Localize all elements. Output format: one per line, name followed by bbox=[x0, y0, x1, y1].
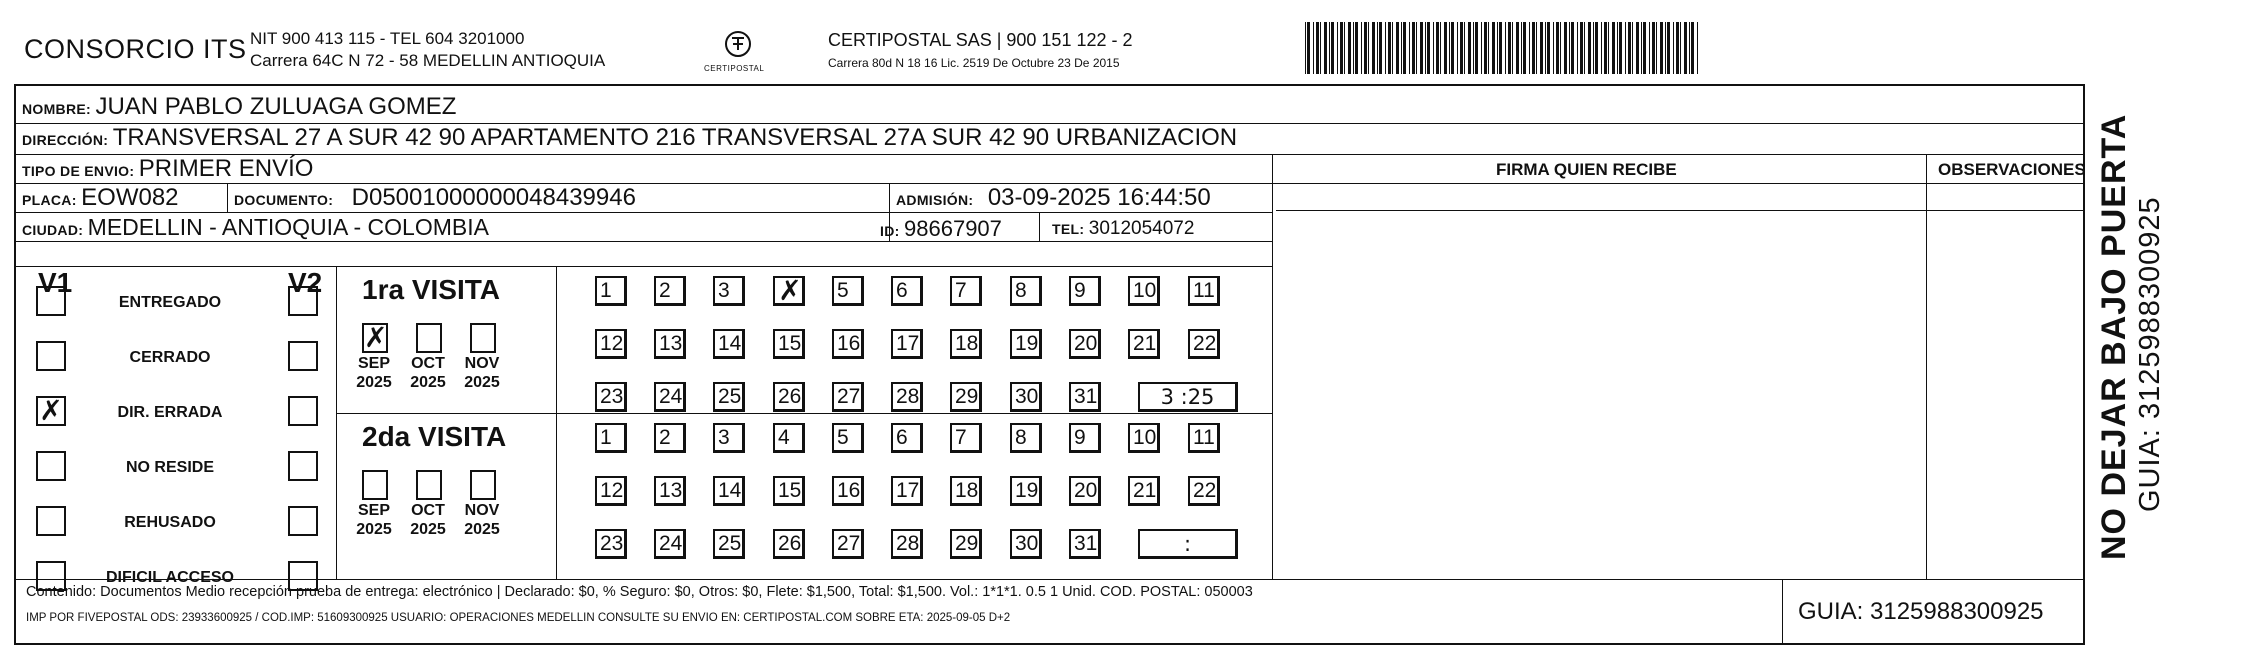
day-box-10[interactable]: 10 bbox=[1128, 276, 1160, 306]
month-label bbox=[459, 354, 505, 392]
barcode-bar bbox=[1641, 22, 1642, 74]
day-box-9[interactable]: 9 bbox=[1069, 276, 1101, 306]
day-box-25[interactable]: 25 bbox=[713, 382, 745, 412]
barcode-bar bbox=[1588, 22, 1591, 74]
barcode-bar bbox=[1516, 22, 1519, 74]
day-box-26[interactable]: 26 bbox=[773, 382, 805, 412]
status-v1-checkbox[interactable] bbox=[36, 341, 66, 371]
barcode-bar bbox=[1604, 22, 1607, 74]
day-box-26[interactable]: 26 bbox=[773, 529, 805, 559]
status-option-label: NO RESIDE bbox=[125, 459, 214, 476]
barcode-bar bbox=[1468, 22, 1471, 74]
barcode-bar bbox=[1593, 22, 1594, 74]
barcode-bar bbox=[1564, 22, 1567, 74]
status-option-label: CERRADO bbox=[129, 349, 211, 366]
barcode-bar bbox=[1396, 22, 1399, 74]
tel-label: TEL: bbox=[1052, 221, 1085, 237]
barcode-bar bbox=[1584, 22, 1585, 74]
placa-label: PLACA: bbox=[22, 192, 77, 208]
day-box-8[interactable]: 8 bbox=[1010, 423, 1042, 453]
barcode-bar bbox=[1368, 22, 1369, 74]
barcode-bar bbox=[1475, 22, 1478, 74]
day-box-15[interactable]: 15 bbox=[773, 476, 805, 506]
day-box-20[interactable]: 20 bbox=[1069, 476, 1101, 506]
barcode-bar bbox=[1444, 22, 1447, 74]
month-name: NOV bbox=[464, 355, 500, 372]
status-option-label: DIR. ERRADA bbox=[117, 404, 223, 421]
month-checkbox-nov[interactable] bbox=[470, 323, 496, 353]
barcode-bar bbox=[1307, 22, 1310, 74]
content-summary: Contenido: Documentos Medio recepción prueba de entrega: electrónico | Declarado: $0, % Seguro: $0, Otros: $0, Flete: $1,500, Total: $1,500. Vol.: 1*1*1. 0.5 1 Unid. COD. POSTAL: 050003 bbox=[26, 584, 1253, 600]
day-box-23[interactable]: 23 bbox=[595, 529, 627, 559]
barcode-bar bbox=[1451, 22, 1454, 74]
barcode-bar bbox=[1601, 22, 1602, 74]
month-checkbox-sep[interactable]: ✗ bbox=[364, 321, 388, 354]
barcode-bar bbox=[1636, 22, 1639, 74]
visit-time-box[interactable]: : bbox=[1138, 529, 1238, 559]
v2-header: V2 bbox=[288, 267, 323, 298]
side-warning: NO DEJAR BAJO PUERTA bbox=[2095, 113, 2133, 560]
barcode-bar bbox=[1608, 22, 1609, 74]
barcode-bar bbox=[1409, 22, 1410, 74]
status-v2-checkbox[interactable] bbox=[288, 286, 318, 316]
barcode-bar bbox=[1571, 22, 1574, 74]
print-info: IMP POR FIVEPOSTAL ODS: 23933600925 / COD.IMP: 51609300925 USUARIO: OPERACIONES MEDELLIN CONSULTE SU ENVIO EN: CERTIPOSTAL.COM SOBRE ETA: 2025-09-05 D+2 bbox=[26, 612, 1011, 624]
month-label bbox=[405, 501, 451, 539]
barcode-bar bbox=[1377, 22, 1378, 74]
day-box-5[interactable]: 5 bbox=[832, 276, 864, 306]
day-box-11[interactable]: 11 bbox=[1188, 423, 1220, 453]
barcode-bar bbox=[1643, 22, 1646, 74]
barcode-bar bbox=[1361, 22, 1362, 74]
barcode-bar bbox=[1540, 22, 1543, 74]
month-year: 2025 bbox=[410, 374, 446, 391]
tipo-envio-label: TIPO DE ENVIO: bbox=[22, 163, 135, 179]
barcode-bar bbox=[1625, 22, 1626, 74]
firma-header: FIRMA QUIEN RECIBE bbox=[1496, 160, 1677, 179]
day-box-16[interactable]: 16 bbox=[832, 476, 864, 506]
day-box-1[interactable]: 1 bbox=[595, 423, 627, 453]
day-box-18[interactable]: 18 bbox=[950, 476, 982, 506]
barcode-bar bbox=[1665, 22, 1666, 74]
day-box-28[interactable]: 28 bbox=[891, 529, 923, 559]
company-info bbox=[250, 28, 605, 72]
day-box-21[interactable]: 21 bbox=[1128, 329, 1160, 359]
month-checkbox-sep[interactable] bbox=[362, 470, 388, 500]
barcode-bar bbox=[1473, 22, 1474, 74]
barcode-bar bbox=[1403, 22, 1406, 74]
day-box-23[interactable]: 23 bbox=[595, 382, 627, 412]
barcode-bar bbox=[1316, 22, 1319, 74]
certipostal-license: Carrera 80d N 18 16 Lic. 2519 De Octubre 23 De 2015 bbox=[828, 56, 1120, 70]
status-v1-checkbox[interactable] bbox=[36, 286, 66, 316]
day-box-22[interactable]: 22 bbox=[1188, 329, 1220, 359]
ciudad-cell bbox=[22, 214, 489, 241]
id-cell bbox=[880, 216, 1002, 242]
day-box-16[interactable]: 16 bbox=[832, 329, 864, 359]
id-label: ID: bbox=[880, 223, 900, 239]
barcode-bar bbox=[1457, 22, 1458, 74]
day-box-15[interactable]: 15 bbox=[773, 329, 805, 359]
day-box-3[interactable]: 3 bbox=[713, 276, 745, 306]
barcode-bar bbox=[1440, 22, 1441, 74]
side-guia: GUIA: 3125988300925 bbox=[2134, 196, 2166, 512]
day-box-7[interactable]: 7 bbox=[950, 276, 982, 306]
day-box-6[interactable]: 6 bbox=[891, 276, 923, 306]
month-name: SEP bbox=[357, 355, 390, 372]
day-box-12[interactable]: 12 bbox=[595, 329, 627, 359]
day-box-10[interactable]: 10 bbox=[1128, 423, 1160, 453]
visit-time-box[interactable]: 3 :25 bbox=[1138, 382, 1238, 412]
barcode-bar bbox=[1305, 22, 1306, 74]
barcode-bar bbox=[1412, 22, 1415, 74]
barcode-bar bbox=[1340, 22, 1343, 74]
tel-cell bbox=[1052, 218, 1194, 240]
label-frame bbox=[14, 84, 2085, 645]
barcode-bar bbox=[1464, 22, 1465, 74]
side-note bbox=[2095, 114, 2167, 560]
barcode-bar bbox=[1556, 22, 1559, 74]
barcode-bar bbox=[1492, 22, 1495, 74]
barcode-bar bbox=[1673, 22, 1674, 74]
nombre-row bbox=[22, 93, 456, 121]
barcode-bar bbox=[1508, 22, 1511, 74]
barcode-bar bbox=[1689, 22, 1690, 74]
barcode-bar bbox=[1547, 22, 1550, 74]
direccion-label: DIRECCIÓN: bbox=[22, 132, 109, 148]
day-box-19[interactable]: 19 bbox=[1010, 476, 1042, 506]
status-option-label: REHUSADO bbox=[124, 514, 216, 531]
barcode-bar bbox=[1353, 22, 1354, 74]
month-year: 2025 bbox=[464, 521, 500, 538]
admision-label: ADMISIÓN: bbox=[896, 192, 974, 208]
placa-cell bbox=[22, 184, 179, 212]
barcode-bar bbox=[1521, 22, 1522, 74]
month-label bbox=[351, 501, 397, 539]
barcode-bar bbox=[1697, 22, 1698, 74]
month-checkbox-oct[interactable] bbox=[416, 323, 442, 353]
day-box-13[interactable]: 13 bbox=[654, 329, 686, 359]
direccion-row bbox=[22, 124, 1237, 152]
day-box-30[interactable]: 30 bbox=[1010, 529, 1042, 559]
barcode-bar bbox=[1676, 22, 1679, 74]
barcode bbox=[1305, 22, 1700, 74]
day-box-19[interactable]: 19 bbox=[1010, 329, 1042, 359]
tipo-envio-value: PRIMER ENVÍO bbox=[138, 155, 314, 182]
barcode-bar bbox=[1449, 22, 1450, 74]
day-box-18[interactable]: 18 bbox=[950, 329, 982, 359]
logo-label: CERTIPOSTAL bbox=[704, 64, 765, 73]
barcode-bar bbox=[1427, 22, 1430, 74]
barcode-bar bbox=[1355, 22, 1358, 74]
barcode-bar bbox=[1660, 22, 1663, 74]
month-name: SEP bbox=[357, 502, 390, 519]
day-box-22[interactable]: 22 bbox=[1188, 476, 1220, 506]
day-box-25[interactable]: 25 bbox=[713, 529, 745, 559]
day-box-7[interactable]: 7 bbox=[950, 423, 982, 453]
barcode-bar bbox=[1497, 22, 1498, 74]
tel-value: 3012054072 bbox=[1088, 218, 1195, 239]
status-option-label: DIFICIL ACCESO bbox=[105, 569, 234, 586]
barcode-bar bbox=[1401, 22, 1402, 74]
barcode-bar bbox=[1656, 22, 1657, 74]
barcode-bar bbox=[1523, 22, 1526, 74]
observaciones-header: OBSERVACIONES bbox=[1938, 160, 2086, 179]
day-box-2[interactable]: 2 bbox=[654, 276, 686, 306]
status-v2-checkbox[interactable] bbox=[288, 506, 318, 536]
barcode-bar bbox=[1545, 22, 1546, 74]
guia-number: GUIA: 3125988300925 bbox=[1798, 598, 2044, 625]
status-v1-checkbox[interactable]: ✗ bbox=[36, 396, 66, 426]
barcode-bar bbox=[1364, 22, 1367, 74]
barcode-bar bbox=[1372, 22, 1375, 74]
documento-value: D05001000000048439946 bbox=[351, 184, 636, 211]
day-box-17[interactable]: 17 bbox=[891, 476, 923, 506]
status-v2-checkbox[interactable] bbox=[288, 451, 318, 481]
certipostal-name: CERTIPOSTAL SAS | 900 151 122 - 2 bbox=[828, 30, 1133, 50]
day-box-6[interactable]: 6 bbox=[891, 423, 923, 453]
day-box-2[interactable]: 2 bbox=[654, 423, 686, 453]
barcode-bar bbox=[1505, 22, 1506, 74]
direccion-value: TRANSVERSAL 27 A SUR 42 90 APARTAMENTO 216 TRANSVERSAL 27A SUR 42 90 URBANIZACION bbox=[112, 124, 1238, 151]
barcode-bar bbox=[1420, 22, 1423, 74]
barcode-bar bbox=[1628, 22, 1631, 74]
day-box-27[interactable]: 27 bbox=[832, 382, 864, 412]
barcode-bar bbox=[1680, 22, 1681, 74]
day-box-4[interactable]: 4 bbox=[773, 423, 805, 453]
barcode-bar bbox=[1488, 22, 1489, 74]
day-box-28[interactable]: 28 bbox=[891, 382, 923, 412]
barcode-bar bbox=[1560, 22, 1561, 74]
barcode-bar bbox=[1553, 22, 1554, 74]
barcode-bar bbox=[1337, 22, 1338, 74]
barcode-bar bbox=[1532, 22, 1535, 74]
visit-title: 1ra VISITA bbox=[362, 274, 500, 305]
month-checkbox-nov[interactable] bbox=[470, 470, 496, 500]
v1-header: V1 bbox=[38, 267, 73, 298]
barcode-bar bbox=[1379, 22, 1382, 74]
barcode-bar bbox=[1667, 22, 1670, 74]
barcode-bar bbox=[1481, 22, 1482, 74]
barcode-bar bbox=[1460, 22, 1463, 74]
status-option-label: ENTREGADO bbox=[118, 294, 222, 311]
day-box-27[interactable]: 27 bbox=[832, 529, 864, 559]
admision-value: 03-09-2025 16:44:50 bbox=[987, 184, 1211, 211]
ciudad-value: MEDELLIN - ANTIOQUIA - COLOMBIA bbox=[87, 214, 489, 240]
barcode-bar bbox=[1577, 22, 1578, 74]
barcode-bar bbox=[1580, 22, 1583, 74]
barcode-bar bbox=[1684, 22, 1687, 74]
day-box-30[interactable]: 30 bbox=[1010, 382, 1042, 412]
month-year: 2025 bbox=[464, 374, 500, 391]
company-name: CONSORCIO ITS bbox=[24, 34, 247, 64]
status-v2-checkbox[interactable] bbox=[288, 396, 318, 426]
barcode-bar bbox=[1529, 22, 1530, 74]
barcode-bar bbox=[1344, 22, 1345, 74]
barcode-bar bbox=[1499, 22, 1502, 74]
day-box-3[interactable]: 3 bbox=[713, 423, 745, 453]
barcode-bar bbox=[1595, 22, 1598, 74]
day-box-24[interactable]: 24 bbox=[654, 382, 686, 412]
barcode-bar bbox=[1385, 22, 1386, 74]
id-value: 98667907 bbox=[904, 216, 1002, 241]
status-v1-checkbox[interactable] bbox=[36, 506, 66, 536]
status-v1-checkbox[interactable] bbox=[36, 451, 66, 481]
day-box-11[interactable]: 11 bbox=[1188, 276, 1220, 306]
ciudad-label: CIUDAD: bbox=[22, 222, 84, 238]
nombre-label: NOMBRE: bbox=[22, 101, 91, 117]
barcode-bar bbox=[1324, 22, 1327, 74]
month-year: 2025 bbox=[356, 374, 392, 391]
documento-cell bbox=[234, 184, 636, 212]
day-box-21[interactable]: 21 bbox=[1128, 476, 1160, 506]
day-box-31[interactable]: 31 bbox=[1069, 529, 1101, 559]
barcode-bar bbox=[1484, 22, 1487, 74]
barcode-bar bbox=[1388, 22, 1391, 74]
day-box-8[interactable]: 8 bbox=[1010, 276, 1042, 306]
company-address: Carrera 64C N 72 - 58 MEDELLIN ANTIOQUIA bbox=[250, 51, 606, 70]
month-year: 2025 bbox=[410, 521, 446, 538]
barcode-bar bbox=[1320, 22, 1321, 74]
day-box-20[interactable]: 20 bbox=[1069, 329, 1101, 359]
barcode-bar bbox=[1512, 22, 1513, 74]
day-box-31[interactable]: 31 bbox=[1069, 382, 1101, 412]
barcode-bar bbox=[1313, 22, 1314, 74]
documento-label: DOCUMENTO: bbox=[234, 192, 334, 208]
barcode-bar bbox=[1329, 22, 1330, 74]
day-box-1[interactable]: 1 bbox=[595, 276, 627, 306]
month-name: OCT bbox=[411, 355, 445, 372]
barcode-bar bbox=[1331, 22, 1334, 74]
day-box-14[interactable]: 14 bbox=[713, 476, 745, 506]
barcode-bar bbox=[1436, 22, 1439, 74]
barcode-bar bbox=[1536, 22, 1537, 74]
month-label bbox=[351, 354, 397, 392]
day-box-13[interactable]: 13 bbox=[654, 476, 686, 506]
barcode-bar bbox=[1652, 22, 1655, 74]
barcode-bar bbox=[1612, 22, 1615, 74]
barcode-bar bbox=[1433, 22, 1434, 74]
day-box-17[interactable]: 17 bbox=[891, 329, 923, 359]
barcode-bar bbox=[1617, 22, 1618, 74]
day-box-29[interactable]: 29 bbox=[950, 529, 982, 559]
company-nit: NIT 900 413 115 - TEL 604 3201000 bbox=[250, 29, 525, 48]
barcode-bar bbox=[1619, 22, 1622, 74]
barcode-bar bbox=[1569, 22, 1570, 74]
barcode-bar bbox=[1348, 22, 1351, 74]
month-checkbox-oct[interactable] bbox=[416, 470, 442, 500]
visit-title: 2da VISITA bbox=[362, 421, 507, 452]
barcode-bar bbox=[1425, 22, 1426, 74]
nombre-value: JUAN PABLO ZULUAGA GOMEZ bbox=[95, 93, 457, 120]
barcode-bar bbox=[1691, 22, 1694, 74]
month-name: OCT bbox=[411, 502, 445, 519]
month-name: NOV bbox=[464, 502, 500, 519]
day-box-24[interactable]: 24 bbox=[654, 529, 686, 559]
month-year: 2025 bbox=[356, 521, 392, 538]
month-label bbox=[405, 354, 451, 392]
admision-cell bbox=[896, 184, 1211, 212]
barcode-bar bbox=[1416, 22, 1417, 74]
status-v2-checkbox[interactable] bbox=[288, 341, 318, 371]
day-box-4[interactable]: ✗ bbox=[773, 276, 805, 306]
day-box-29[interactable]: 29 bbox=[950, 382, 982, 412]
day-box-14[interactable]: 14 bbox=[713, 329, 745, 359]
day-box-5[interactable]: 5 bbox=[832, 423, 864, 453]
barcode-bar bbox=[1392, 22, 1393, 74]
barcode-bar bbox=[1649, 22, 1650, 74]
day-box-12[interactable]: 12 bbox=[595, 476, 627, 506]
day-box-9[interactable]: 9 bbox=[1069, 423, 1101, 453]
month-label bbox=[459, 501, 505, 539]
barcode-bar bbox=[1632, 22, 1633, 74]
placa-value: EOW082 bbox=[81, 184, 179, 211]
tipo-envio-row bbox=[22, 155, 313, 183]
